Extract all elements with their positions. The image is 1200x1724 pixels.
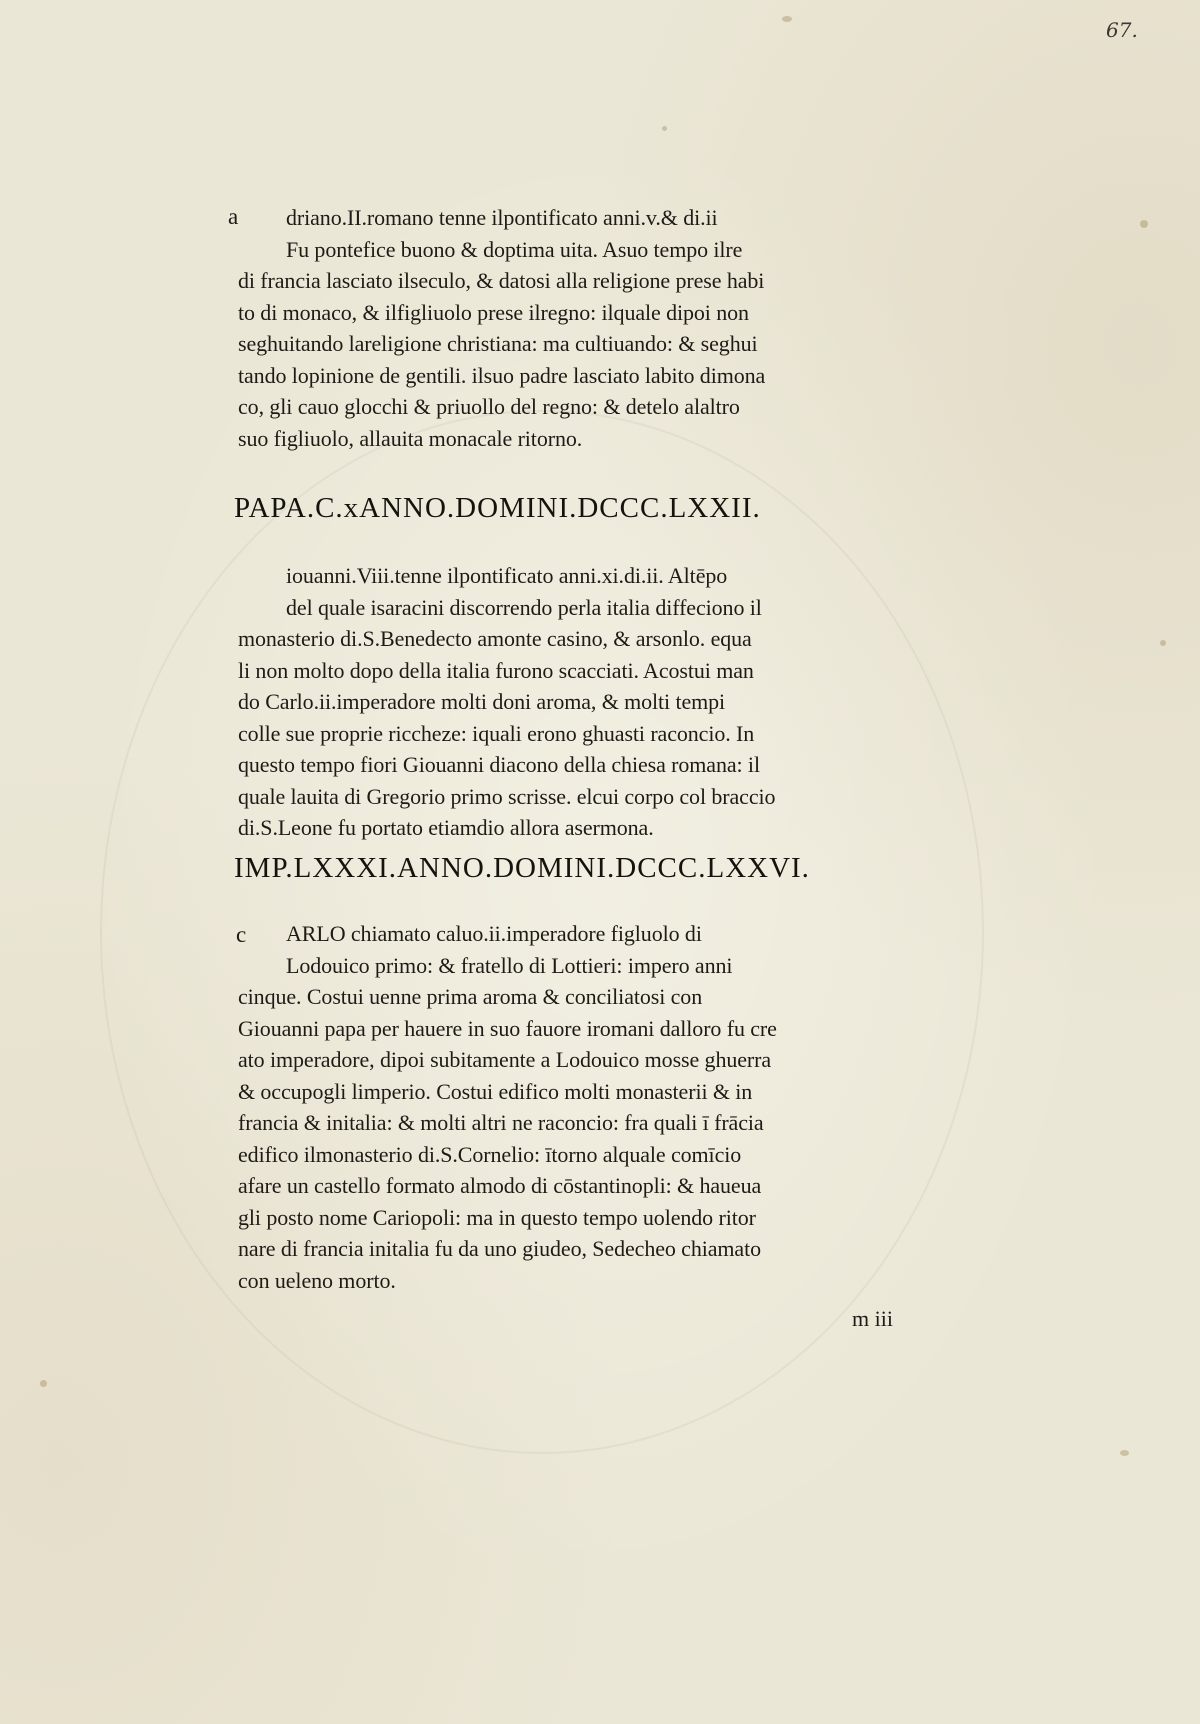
text-line: do Carlo.ii.imperadore molti doni aroma, & molti tempi (238, 689, 726, 714)
text-line: co, gli cauo glocchi & priuollo del regno: & detelo alaltro (238, 394, 740, 419)
text-line: & occupogli limperio. Costui edifico molti monasterii & in (238, 1078, 753, 1104)
text-line: di francia lasciato ilseculo, & datosi alla religione prese habi (238, 268, 765, 293)
folio-number: 67. (1106, 18, 1138, 42)
text-line: iouanni.Viii.tenne ilpontificato anni.xi.di.ii. Altēpo (286, 563, 728, 588)
text-line: questo tempo fiori Giouanni diacono della chiesa romana: il (238, 752, 760, 777)
section-giovanni (238, 560, 928, 844)
text-line: nare di francia initalia fu da uno giudeo, Sedecheo chiamato (238, 1236, 762, 1261)
text-line: seghuitando lareligione christiana: ma cultiuando: & seghui (238, 331, 758, 356)
text-line: ato imperadore, dipoi subitamente a Lodouico mosse ghuerra (238, 1047, 772, 1072)
text-line: monasterio di.S.Benedecto amonte casino, & arsonlo. equa (238, 626, 752, 651)
text-line: colle sue proprie riccheze: iquali erono ghuasti raconcio. In (238, 720, 755, 746)
text-line: li non molto dopo della italia furono scacciati. Acostui man (238, 657, 754, 683)
text-line: tando lopinione de gentili. ilsuo padre lasciato labito dimona (238, 362, 766, 388)
text-line: suo figliuolo, allauita monacale ritorno. (238, 425, 583, 451)
section-carlo (238, 918, 928, 1296)
text-line: afare un castello formato almodo di cōstantinopli: & haueua (238, 1173, 762, 1198)
text-line: Lodouico primo: & fratello di Lottieri: impero anni (286, 952, 733, 978)
text-line: di.S.Leone fu portato etiamdio allora asermona. (238, 815, 654, 840)
text-line: Giouanni papa per hauere in suo fauore iromani dalloro fu cre (238, 1015, 777, 1041)
text-line: gli posto nome Cariopoli: ma in questo tempo uolendo ritor (238, 1204, 756, 1230)
text-line: cinque. Costui uenne prima aroma & conciliatosi con (238, 984, 703, 1009)
signature-mark: m iii (852, 1306, 893, 1331)
foxing-spot (662, 126, 667, 131)
section-hadrian (238, 202, 928, 454)
foxing-spot (40, 1380, 47, 1387)
text-line: to di monaco, & ilfigliuolo prese ilregno: ilquale dipoi non (238, 299, 749, 325)
foxing-spot (1140, 220, 1148, 228)
foxing-spot (782, 16, 792, 22)
text-line: francia & initalia: & molti altri ne raconcio: fra quali ī frācia (238, 1110, 764, 1135)
guide-letter-c: c (236, 922, 247, 947)
text-line: driano.II.romano tenne ilpontificato anni.v.& di.ii (286, 205, 718, 230)
section-heading-papa: PAPA.C.xANNO.DOMINI.DCCC.LXXII. (234, 492, 761, 524)
text-line: edifico ilmonasterio di.S.Cornelio: ītorno alquale comīcio (238, 1141, 742, 1167)
guide-letter-a: a (228, 204, 239, 229)
foxing-spot (1120, 1450, 1129, 1456)
text-line: con ueleno morto. (238, 1267, 396, 1293)
text-line: Fu pontefice buono & doptima uita. Asuo tempo ilre (286, 236, 743, 262)
text-line: quale lauita di Gregorio primo scrisse. elcui corpo col braccio (238, 783, 776, 809)
text-line: del quale isaracini discorrendo perla italia diffeciono il (286, 594, 762, 620)
section-heading-imp: IMP.LXXXI.ANNO.DOMINI.DCCC.LXXVI. (234, 852, 810, 884)
text-line: ARLO chiamato caluo.ii.imperadore figluolo di (286, 921, 702, 946)
foxing-spot (1160, 640, 1166, 646)
